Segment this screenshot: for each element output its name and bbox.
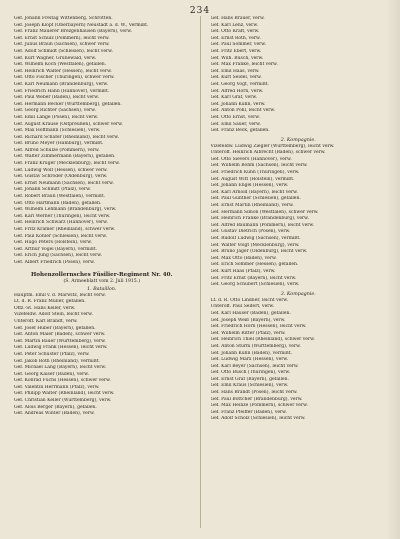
list-entry: Gef. Karl Hauser (Baden), gefallen. xyxy=(210,310,291,316)
list-entry: Gef. Adolf Scholz (Schlesien), leicht verw. xyxy=(210,416,306,422)
list-entry: Gef. Michael Lang (Bayern), leicht verw. xyxy=(14,365,107,371)
list-entry: Gef. Walter Voigt (Mecklenburg), verw. xyxy=(210,242,300,248)
list-entry: Gef. Wilhelm Lehmann (Brandenburg), verw. xyxy=(14,207,117,213)
list-entry: Gef. Adolf Schmidt (Schlesien), leicht verw. xyxy=(14,48,113,54)
list-entry: Gef. Karl Lenz, verw. xyxy=(210,22,259,28)
list-entry: Gef. Hermann Becker (Württemberg), gefallen. xyxy=(14,101,122,107)
list-entry: Gef. Georg Vogt, vermißt. xyxy=(210,81,269,87)
list-entry: Gef. Anton Sturm (Württemberg), verw. xyxy=(210,343,301,349)
list-entry: Gef. Franz Krüger (Mecklenburg), leicht verw. xyxy=(14,161,120,167)
list-entry: Unteroff. Paul Seifert, verw. xyxy=(210,304,275,310)
list-entry: Gef. Karl Werner (Thüringen), leicht verw. xyxy=(14,213,111,219)
left-entries-top xyxy=(14,16,190,267)
list-entry: Gef. Otto Fischer (Thüringen), schwer verw. xyxy=(14,75,115,81)
regiment-subtitle: (S. Armeeblatt vom 2. Juli 1915.) xyxy=(63,278,140,284)
list-entry: Gef. Georg Richter (Sachsen), verw. xyxy=(14,108,96,114)
list-entry: Gef. Johann Freitag Wittenberg, Schrotten. xyxy=(14,16,113,21)
list-entry: Gef. Johann Kuhn, verw. xyxy=(210,101,266,107)
list-entry: Gef. Arthur Vogel (Bayern), vermißt. xyxy=(14,246,98,252)
list-entry: Gef. August Krause (Ostpreußen), schwer verw. xyxy=(14,121,123,127)
list-entry: Gef. Ludwig Frank (Hessen), leicht verw. xyxy=(14,345,108,351)
list-entry: Gef. Emil Lange (Posen), leicht verw. xyxy=(14,114,99,120)
list-entry: Gef. Heinrich Thiel (Rheinland), schwer verw. xyxy=(210,337,315,343)
list-entry: Offz.-St. Hans Keller, verw. xyxy=(14,305,76,311)
list-entry: Gef. Andreas Winter (Baden), verw. xyxy=(14,411,95,417)
right-entries-top xyxy=(211,16,387,135)
list-entry: Gef. Robert Braun (Westfalen), vermißt. xyxy=(14,194,106,200)
list-entry: Gef. Anton Pohl, leicht verw. xyxy=(210,108,276,114)
list-entry: Gef. Hans Brauer, verw. xyxy=(210,16,265,21)
list-entry: Gef. Paul Köhler (Schlesien), leicht verw. xyxy=(14,233,108,239)
list-entry: Gef. Karl Arnold (Bayern), leicht verw. xyxy=(210,189,298,195)
list-entry: Gef. Kurt Wagner, Grunewald, verw. xyxy=(14,55,97,61)
list-entry: Gef. Ernst Neumann (Sachsen), leicht verw. xyxy=(14,180,114,186)
list-entry: Gef. Otto Busch (Thüringen), verw. xyxy=(210,370,291,376)
list-entry: Gef. Konrad Fuchs (Hessen), schwer verw. xyxy=(14,378,111,384)
list-entry: Gef. Hugo Peters (Holstein), verw. xyxy=(14,240,92,246)
list-entry: Gef. Valentin Herrmann (Pfalz), verw. xyxy=(14,384,100,390)
list-entry: Gef. Erich Jung (Sachsen), leicht verw. xyxy=(14,253,102,259)
list-entry: Gef. Richard Schäfer (Rheinland), leicht verw. xyxy=(14,134,119,140)
list-entry: Gef. Alfred Horn, verw. xyxy=(210,88,264,94)
right-company-title: 2. Kompagnie. xyxy=(280,137,316,143)
list-entry: Gef. Franz Pfeiffer (Baden), verw. xyxy=(210,409,287,415)
page-number: 234 xyxy=(189,6,211,16)
list-entry: Gef. Max Hoffmann (Schlesien), verw. xyxy=(14,128,101,134)
list-entry: Gef. Johann Kuhn (Baden), vermißt. xyxy=(210,350,292,356)
list-entry: Gef. Gustav Schröder (Oldenburg), verw. xyxy=(14,174,108,180)
right-entries-mid xyxy=(211,144,387,289)
list-entry: Gef. Otto Ernst, verw. xyxy=(210,114,260,120)
list-entry: Hauptm. Emil v. d. Marwitz, leicht verw. xyxy=(14,292,106,298)
list-entry: Gef. Heinrich Walter (Hessen), leicht verw. xyxy=(14,68,112,74)
list-entry: Gef. Max Otto (Baden), verw. xyxy=(210,255,277,261)
list-entry: Gef. Julius Braun (Sachsen), schwer verw. xyxy=(14,42,110,48)
list-entry: Gef. Fritz Krämer (Rheinland), schwer verw. xyxy=(14,227,116,232)
left-column xyxy=(14,16,190,528)
left-battalion-title: 1. Bataillon. xyxy=(87,286,117,292)
list-entry: Gef. Kurt Seidel, verw. xyxy=(210,75,262,81)
list-entry: Gef. Kurt Haas (Pfalz), verw. xyxy=(210,268,276,274)
list-entry: Gef. Ludwig Marx (Hessen), verw. xyxy=(210,357,289,363)
page-fold-shadow xyxy=(386,0,400,539)
list-entry: Gef. Ernst Roth, verw. xyxy=(210,35,261,41)
list-entry: Gef. Friedrich Kühn (Thüringen), verw. xyxy=(210,170,300,176)
list-entry: Gef. Max Heinze (Pommern), schwer verw. xyxy=(210,403,308,409)
list-entry: Gef. Georg Schubert (Schlesien), verw. xyxy=(210,282,300,288)
list-entry: Gef. Johann Schmitt (Pfalz), verw. xyxy=(14,187,91,193)
right-entries-bottom xyxy=(211,298,387,423)
list-entry: Gef. Erich Sommer (Hessen), gefallen. xyxy=(210,262,299,268)
list-entry: Gef. Anton Maier (Baden), schwer verw. xyxy=(14,332,106,338)
list-entry: Gef. Albert Friedrich (Posen), verw. xyxy=(14,259,95,265)
list-entry: Gef. Max Franke, leicht verw. xyxy=(210,62,278,68)
list-entry: Gef. Heinrich Schwarz (Hannover), verw. xyxy=(14,220,108,226)
list-entry: Gef. Karl Beyer (Sachsen), leicht verw. xyxy=(210,363,299,369)
list-entry: Gef. Franz Beck, gefallen. xyxy=(210,128,270,134)
list-entry: Gef. Alfred Baumann (Pommern), leicht verw. xyxy=(210,222,315,228)
list-entry: Gef. Martin Bauer (Württemberg), verw. xyxy=(14,338,106,344)
list-entry: Gef. Alfred Schulze (Pommern), verw. xyxy=(14,147,100,153)
list-entry: Gef. Otto Kraft, verw. xyxy=(210,29,260,35)
list-entry: Gef. Gustav Dietrich (Posen), verw. xyxy=(210,229,291,235)
list-entry: Gef. Otto Sievers (Hannover), verw. xyxy=(210,156,292,162)
list-entry: Gef. Ernst Graf (Bayern), gefallen. xyxy=(210,376,289,382)
list-entry: Gef. Paul Weber (Baden), leicht verw. xyxy=(14,95,100,101)
list-entry: Gef. Ernst Schulz (Pommern), leicht verw. xyxy=(14,35,110,41)
right-battalion-title: 3. Kompagnie. xyxy=(280,291,316,297)
list-entry: Gef. Alois Berger (Bayern), gefallen. xyxy=(14,404,97,410)
list-entry: Gef. Wilhelm Koch (Westfalen), gefallen. xyxy=(14,62,107,68)
list-entry: Gef. Joseph Weiß (Bayern), verw. xyxy=(210,317,286,323)
list-entry: Gef. Heinrich Franke (Brandenburg), verw. xyxy=(210,216,309,222)
list-entry: Gef. Peter Schuster (Pfalz), verw. xyxy=(14,351,90,357)
list-entry: Gef. Hans Brandt (Posen), leicht verw. xyxy=(210,390,298,396)
list-entry: Gef. Friedrich Hahn (Hannover), vermißt. xyxy=(14,88,110,94)
list-entry: Lt. d. R. Franz Müller, gefallen. xyxy=(14,299,86,305)
list-entry: Gef. Paul Böttcher (Brandenburg), verw. xyxy=(210,396,303,402)
list-entry: Gef. Karl Neumann (Brandenburg), verw. xyxy=(14,81,109,87)
list-entry: Gef. Paul Günther (Schlesien), gefallen. xyxy=(210,196,301,202)
list-entry: Gef. Bruno Jäger (Oldenburg), leicht verw. xyxy=(210,249,308,255)
list-entry: Gef. Philipp Walter (Rheinland), leicht verw. xyxy=(14,391,115,397)
list-entry: Vizefeldw. Adolf Stein, leicht verw. xyxy=(14,312,93,318)
list-entry: Gef. Rudolf Ludwig (Sachsen), vermißt. xyxy=(210,236,301,241)
left-entries-bottom xyxy=(14,293,190,418)
list-entry: Gef. Ludwig Wolf (Hessen), schwer verw. xyxy=(14,167,108,173)
list-entry: Gef. Fritz Ernst (Bayern), leicht verw. xyxy=(210,275,297,281)
list-entry: Gef. Jakob Roth (Rheinland), vermißt. xyxy=(14,358,100,364)
list-entry: Unteroff. Heinrich Albrecht (Baden), schwer verw. xyxy=(210,150,326,156)
list-entry: Gef. Ernst Martin (Rheinland), verw. xyxy=(210,203,294,209)
list-entry: Gef. Otto Hartmann (Baden), gefallen. xyxy=(14,200,102,206)
right-column xyxy=(211,16,387,528)
list-entry: Gef. Johann Engel (Hessen), verw. xyxy=(210,183,289,189)
list-entry: Gef. Emil Sauer, verw. xyxy=(210,121,261,127)
list-entry: Gef. Hermann Simon (Westfalen), schwer verw. xyxy=(210,209,319,215)
list-entry: Gef. Wilh. Busch, verw. xyxy=(210,55,264,61)
list-entry: Gef. Karl Graf, verw. xyxy=(210,95,258,101)
list-entry: Gef. Josef Huber (Bayern), gefallen. xyxy=(14,325,96,331)
list-entry: Gef. Fritz Ebert, verw. xyxy=(210,48,262,54)
list-entry: Gef. Wilhelm Böhm (Sachsen), leicht verw. xyxy=(210,163,308,169)
list-entry: Unteroff. Karl Brandt, verw. xyxy=(14,318,78,324)
list-entry: Gef. August Witt (Holstein), vermißt. xyxy=(210,176,295,182)
list-entry: Gef. Franz Mauerer Brezgenhausen (Bayern), verw. xyxy=(14,29,132,35)
list-entry: Gef. Emil Haas, verw. xyxy=(210,68,260,74)
regiment-title: Hohenzollernsches Füsilier-Regiment Nr. 40. xyxy=(30,271,173,278)
list-entry: Gef. Wilhelm Ritter (Pfalz), verw. xyxy=(210,330,286,336)
column-divider xyxy=(200,16,201,528)
list-entry: Gef. Paul Sommer, verw. xyxy=(210,42,267,48)
list-entry: Gef. Joseph Klopf (Oberbayern) Neustadt a. d. W., Vermißt. xyxy=(14,22,149,28)
list-entry: Gef. Walter Zimmermann (Bayern), gefallen. xyxy=(14,154,116,160)
list-entry: Vizefeldw. Ludwig Ziegler (Württemberg), leicht verw. xyxy=(210,143,335,149)
list-entry: Gef. Georg Kaiser (Baden), verw. xyxy=(14,371,89,377)
list-entry: Lt. d. R. Otto Lindner, leicht verw. xyxy=(210,297,289,303)
list-entry: Gef. Friedrich Horn (Hessen), leicht verw. xyxy=(210,324,307,330)
list-entry: Gef. Bruno Meyer (Hamburg), vermißt. xyxy=(14,141,104,147)
list-entry: Gef. Christian Keller (Württemberg), verw. xyxy=(14,398,112,404)
list-entry: Gef. Emil Kraus (Schlesien), verw. xyxy=(210,383,289,389)
page-columns xyxy=(14,16,386,528)
